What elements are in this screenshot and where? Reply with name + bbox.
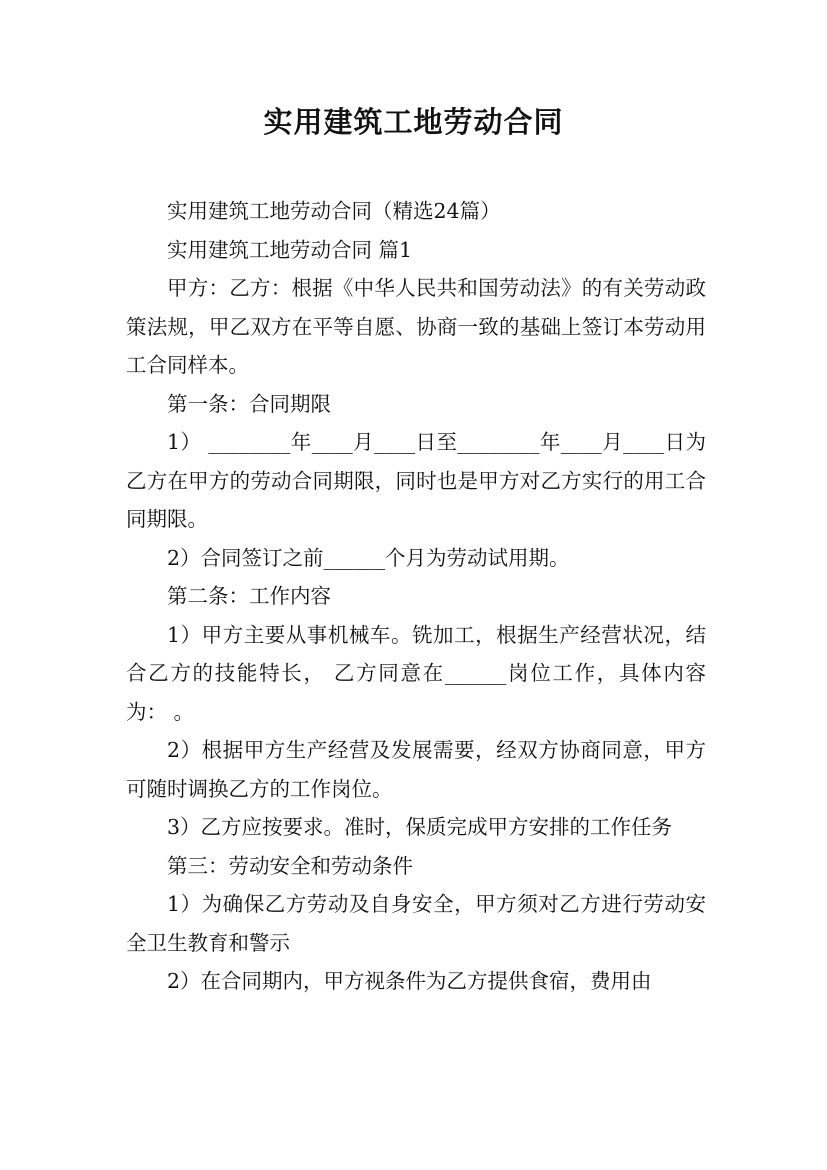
paragraph: 1）为确保乙方劳动及自身安全，甲方须对乙方进行劳动安全卫生教育和警示: [126, 892, 706, 955]
paragraph: 2）合同签订之前______个月为劳动试用期。: [167, 545, 570, 570]
article-heading: 第二条：工作内容: [167, 584, 331, 608]
paragraph: 1） ________年____月____日至________年____月____日为乙方在甲方的劳动合同期限，同时也是甲方对乙方实行的用工合同期限。: [126, 430, 706, 531]
paragraph-section-title: 实用建筑工地劳动合同 篇1: [167, 237, 413, 262]
paragraph: 3）乙方应按要求。准时，保质完成甲方安排的工作任务: [167, 815, 673, 839]
paragraph-heading: 实用建筑工地劳动合同（精选24篇）: [167, 199, 501, 223]
article-heading: 第一条：合同期限: [167, 391, 331, 416]
paragraph: 2）根据甲方生产经营及发展需要，经双方协商同意，甲方可随时调换乙方的工作岗位。: [126, 738, 706, 801]
document-title: 实用建筑工地劳动合同: [263, 105, 564, 139]
paragraph: 2）在合同期内，甲方视条件为乙方提供食宿，费用由: [167, 969, 652, 993]
paragraph: 1）甲方主要从事机械车。铣加工，根据生产经营状况，结合乙方的技能特长， 乙方同意在______岗位工作，具体内容为： 。: [126, 622, 706, 724]
paragraph: 甲方：乙方：根据《中华人民共和国劳动法》的有关劳动政策法规，甲乙双方在平等自愿、协商一致的基础上签订本劳动用工合同样本。: [126, 276, 706, 377]
document-body: [126, 192, 706, 1001]
article-heading: 第三：劳动安全和劳动条件: [167, 853, 413, 878]
